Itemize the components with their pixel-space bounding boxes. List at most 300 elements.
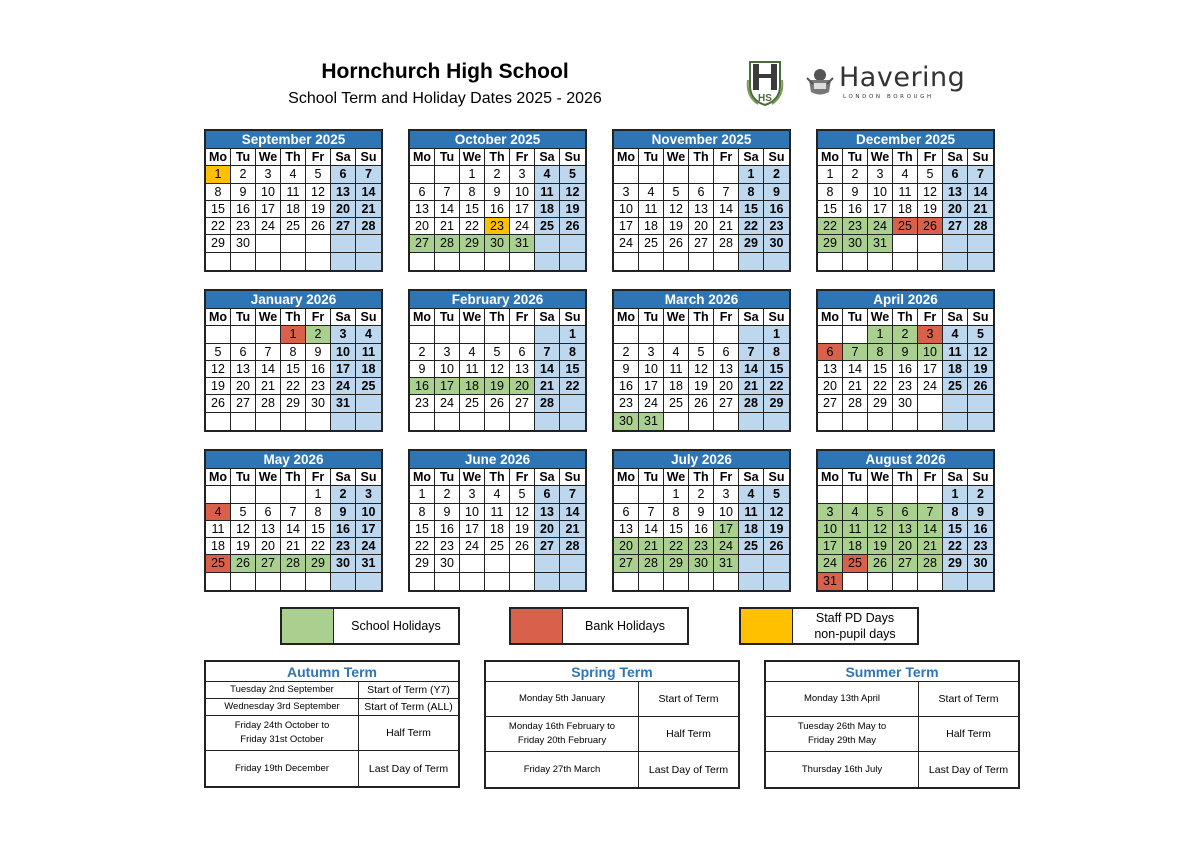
day-cell: 1: [460, 166, 485, 183]
day-cell: 15: [818, 201, 843, 218]
day-cell: 29: [206, 235, 231, 252]
day-cell: 6: [689, 184, 714, 201]
day-cell: 12: [968, 344, 993, 361]
weekday-header: Tu: [231, 149, 256, 166]
day-cell: 11: [739, 504, 764, 521]
day-cell: 1: [664, 486, 689, 503]
empty-day-cell: [918, 235, 943, 252]
day-cell: 10: [714, 504, 739, 521]
empty-day-cell: [206, 573, 231, 590]
day-cell: 29: [306, 555, 331, 572]
day-cell: 25: [206, 555, 231, 572]
day-cell: 4: [739, 486, 764, 503]
day-cell: 23: [435, 538, 460, 555]
empty-day-cell: [893, 486, 918, 503]
council-crest-icon: [805, 66, 835, 98]
empty-day-cell: [256, 253, 281, 270]
day-cell: 6: [535, 486, 560, 503]
empty-day-cell: [281, 235, 306, 252]
empty-day-cell: [843, 486, 868, 503]
term-date: Friday 19th December: [206, 751, 359, 786]
month-title: March 2026: [614, 291, 789, 309]
day-cell: 25: [843, 555, 868, 572]
day-cell: 28: [435, 235, 460, 252]
day-cell: 8: [739, 184, 764, 201]
day-cell: 3: [435, 344, 460, 361]
day-cell: 15: [943, 521, 968, 538]
weekday-header: Su: [764, 149, 789, 166]
day-cell: 14: [281, 521, 306, 538]
day-cell: 23: [614, 395, 639, 412]
empty-day-cell: [460, 253, 485, 270]
day-cell: 13: [714, 361, 739, 378]
weekday-header: Mo: [410, 149, 435, 166]
weekday-header: Sa: [535, 309, 560, 326]
day-cell: 2: [231, 166, 256, 183]
term-date: Monday 5th January: [486, 682, 639, 716]
day-cell: 13: [256, 521, 281, 538]
empty-day-cell: [281, 253, 306, 270]
empty-day-cell: [510, 253, 535, 270]
empty-day-cell: [943, 253, 968, 270]
day-cell: 19: [968, 361, 993, 378]
empty-day-cell: [818, 413, 843, 430]
empty-day-cell: [664, 573, 689, 590]
day-cell: 12: [306, 184, 331, 201]
day-cell: 11: [943, 344, 968, 361]
weekday-header: We: [460, 309, 485, 326]
day-cell: 24: [510, 218, 535, 235]
weekday-header: Su: [764, 309, 789, 326]
day-cell: 14: [535, 361, 560, 378]
empty-day-cell: [714, 166, 739, 183]
empty-day-cell: [764, 413, 789, 430]
term-event: Half Term: [666, 728, 711, 740]
empty-day-cell: [943, 395, 968, 412]
day-cell: 5: [689, 344, 714, 361]
weekday-header: Fr: [510, 309, 535, 326]
empty-day-cell: [356, 395, 381, 412]
day-cell: 23: [410, 395, 435, 412]
day-cell: 10: [331, 344, 356, 361]
day-cell: 20: [714, 378, 739, 395]
page-subtitle: School Term and Holiday Dates 2025 - 2026: [288, 90, 602, 107]
day-cell: 22: [306, 538, 331, 555]
term-date: Tuesday 2nd September: [206, 682, 359, 698]
empty-day-cell: [968, 253, 993, 270]
day-cell: 16: [968, 521, 993, 538]
month-calendar: [408, 129, 587, 272]
month-title: November 2025: [614, 131, 789, 149]
day-cell: 17: [868, 201, 893, 218]
weekday-header: Sa: [943, 469, 968, 486]
day-cell: 15: [868, 361, 893, 378]
day-cell: 23: [764, 218, 789, 235]
term-row: [766, 682, 1018, 717]
day-cell: 31: [868, 235, 893, 252]
day-cell: 25: [893, 218, 918, 235]
empty-day-cell: [410, 326, 435, 343]
day-cell: 2: [893, 326, 918, 343]
day-cell: 29: [818, 235, 843, 252]
day-cell: 20: [535, 521, 560, 538]
empty-day-cell: [968, 395, 993, 412]
day-cell: 30: [485, 235, 510, 252]
day-cell: 17: [818, 538, 843, 555]
day-cell: 12: [868, 521, 893, 538]
weekday-header: We: [868, 149, 893, 166]
day-cell: 25: [639, 235, 664, 252]
empty-day-cell: [943, 573, 968, 590]
legend-label: Bank Holidays: [585, 619, 665, 633]
day-cell: 13: [331, 184, 356, 201]
month-calendar: [204, 129, 383, 272]
day-cell: 1: [764, 326, 789, 343]
day-cell: 2: [331, 486, 356, 503]
empty-day-cell: [639, 573, 664, 590]
month-calendar: [816, 289, 995, 432]
legend-label: School Holidays: [351, 619, 441, 633]
empty-day-cell: [535, 253, 560, 270]
day-cell: 15: [206, 201, 231, 218]
day-cell: 17: [918, 361, 943, 378]
day-cell: 30: [306, 395, 331, 412]
day-cell: 23: [331, 538, 356, 555]
day-cell: 30: [614, 413, 639, 430]
day-cell: 27: [943, 218, 968, 235]
empty-day-cell: [560, 235, 585, 252]
weekday-header: Tu: [231, 469, 256, 486]
weekday-header: Sa: [535, 149, 560, 166]
weekday-header: We: [664, 469, 689, 486]
day-cell: 21: [739, 378, 764, 395]
weekday-header: Sa: [331, 309, 356, 326]
day-cell: 28: [843, 395, 868, 412]
day-cell: 22: [943, 538, 968, 555]
day-cell: 19: [868, 538, 893, 555]
weekday-header: Mo: [410, 469, 435, 486]
day-cell: 1: [410, 486, 435, 503]
day-cell: 25: [460, 395, 485, 412]
day-cell: 25: [356, 378, 381, 395]
empty-day-cell: [306, 253, 331, 270]
day-cell: 12: [206, 361, 231, 378]
day-cell: 21: [535, 378, 560, 395]
day-cell: 17: [356, 521, 381, 538]
month-title: January 2026: [206, 291, 381, 309]
day-cell: 29: [281, 395, 306, 412]
day-cell: 16: [306, 361, 331, 378]
day-cell: 20: [231, 378, 256, 395]
day-cell: 8: [943, 504, 968, 521]
day-cell: 15: [460, 201, 485, 218]
term-table: [484, 660, 740, 789]
day-cell: 27: [714, 395, 739, 412]
day-cell: 3: [868, 166, 893, 183]
day-cell: 2: [410, 344, 435, 361]
term-row: [206, 716, 458, 751]
empty-day-cell: [331, 573, 356, 590]
term-event: Last Day of Term: [368, 762, 449, 775]
day-cell: 22: [664, 538, 689, 555]
day-cell: 30: [764, 235, 789, 252]
day-cell: 20: [410, 218, 435, 235]
day-cell: 28: [256, 395, 281, 412]
empty-day-cell: [818, 486, 843, 503]
day-cell: 19: [231, 538, 256, 555]
day-cell: 6: [256, 504, 281, 521]
empty-day-cell: [614, 573, 639, 590]
empty-day-cell: [460, 555, 485, 572]
day-cell: 10: [256, 184, 281, 201]
day-cell: 30: [331, 555, 356, 572]
weekday-header: Fr: [510, 149, 535, 166]
day-cell: 10: [356, 504, 381, 521]
empty-day-cell: [918, 413, 943, 430]
empty-day-cell: [739, 326, 764, 343]
day-cell: 17: [256, 201, 281, 218]
day-cell: 11: [485, 504, 510, 521]
weekday-header: We: [460, 469, 485, 486]
day-cell: 17: [714, 521, 739, 538]
weekday-header: Th: [893, 469, 918, 486]
day-cell: 14: [714, 201, 739, 218]
day-cell: 3: [918, 326, 943, 343]
term-date: Friday 24th October to Friday 31st October: [206, 716, 359, 750]
day-cell: 20: [689, 218, 714, 235]
term-row: [206, 751, 458, 786]
weekday-header: Mo: [818, 149, 843, 166]
day-cell: 12: [764, 504, 789, 521]
weekday-header: Sa: [739, 149, 764, 166]
weekday-header: Tu: [435, 469, 460, 486]
empty-day-cell: [560, 253, 585, 270]
weekday-header: Sa: [943, 149, 968, 166]
day-cell: 13: [614, 521, 639, 538]
day-cell: 2: [843, 166, 868, 183]
day-cell: 29: [664, 555, 689, 572]
day-cell: 7: [356, 166, 381, 183]
empty-day-cell: [868, 486, 893, 503]
empty-day-cell: [843, 326, 868, 343]
term-event: Last Day of Term: [928, 763, 1009, 776]
day-cell: 12: [664, 201, 689, 218]
empty-day-cell: [231, 413, 256, 430]
month-title: August 2026: [818, 451, 993, 469]
day-cell: 26: [510, 538, 535, 555]
empty-day-cell: [410, 166, 435, 183]
weekday-header: Fr: [918, 309, 943, 326]
day-cell: 4: [460, 344, 485, 361]
day-cell: 17: [435, 378, 460, 395]
day-cell: 9: [689, 504, 714, 521]
day-cell: 21: [256, 378, 281, 395]
weekday-header: We: [256, 309, 281, 326]
month-grid: [410, 469, 585, 590]
day-cell: 16: [410, 378, 435, 395]
day-cell: 23: [893, 378, 918, 395]
term-date: Monday 16th February to Friday 20th February: [486, 717, 639, 751]
day-cell: 25: [485, 538, 510, 555]
weekday-header: We: [460, 149, 485, 166]
day-cell: 5: [868, 504, 893, 521]
day-cell: 19: [510, 521, 535, 538]
empty-day-cell: [460, 413, 485, 430]
day-cell: 11: [206, 521, 231, 538]
weekday-header: Tu: [843, 149, 868, 166]
empty-day-cell: [614, 166, 639, 183]
day-cell: 5: [560, 166, 585, 183]
day-cell: 18: [893, 201, 918, 218]
day-cell: 10: [510, 184, 535, 201]
month-title: February 2026: [410, 291, 585, 309]
weekday-header: Tu: [843, 469, 868, 486]
day-cell: 14: [639, 521, 664, 538]
day-cell: 26: [918, 218, 943, 235]
day-cell: 7: [843, 344, 868, 361]
day-cell: 5: [918, 166, 943, 183]
weekday-header: Su: [968, 469, 993, 486]
day-cell: 15: [664, 521, 689, 538]
day-cell: 3: [714, 486, 739, 503]
day-cell: 18: [460, 378, 485, 395]
day-cell: 18: [206, 538, 231, 555]
weekday-header: Tu: [639, 309, 664, 326]
empty-day-cell: [306, 413, 331, 430]
day-cell: 31: [331, 395, 356, 412]
empty-day-cell: [714, 573, 739, 590]
term-row: [486, 752, 738, 787]
weekday-header: Th: [281, 149, 306, 166]
weekday-header: Th: [485, 149, 510, 166]
weekday-header: Tu: [231, 309, 256, 326]
day-cell: 10: [435, 361, 460, 378]
day-cell: 15: [281, 361, 306, 378]
month-title: April 2026: [818, 291, 993, 309]
empty-day-cell: [739, 413, 764, 430]
weekday-header: We: [664, 149, 689, 166]
day-cell: 7: [435, 184, 460, 201]
empty-day-cell: [206, 486, 231, 503]
empty-day-cell: [868, 413, 893, 430]
month-title: June 2026: [410, 451, 585, 469]
day-cell: 18: [739, 521, 764, 538]
day-cell: 9: [614, 361, 639, 378]
day-cell: 18: [843, 538, 868, 555]
day-cell: 21: [281, 538, 306, 555]
day-cell: 11: [356, 344, 381, 361]
day-cell: 23: [689, 538, 714, 555]
day-cell: 24: [918, 378, 943, 395]
weekday-header: Fr: [714, 469, 739, 486]
month-grid: [206, 149, 381, 270]
weekday-header: Su: [560, 469, 585, 486]
day-cell: 21: [356, 201, 381, 218]
day-cell: 9: [764, 184, 789, 201]
day-cell: 21: [968, 201, 993, 218]
day-cell: 7: [739, 344, 764, 361]
month-grid: [614, 469, 789, 590]
weekday-header: Mo: [206, 469, 231, 486]
empty-day-cell: [206, 326, 231, 343]
day-cell: 26: [560, 218, 585, 235]
day-cell: 24: [356, 538, 381, 555]
day-cell: 11: [893, 184, 918, 201]
empty-day-cell: [868, 253, 893, 270]
term-date: Thursday 16th July: [766, 752, 919, 787]
day-cell: 26: [206, 395, 231, 412]
day-cell: 22: [818, 218, 843, 235]
day-cell: 15: [560, 361, 585, 378]
day-cell: 12: [231, 521, 256, 538]
month-grid: [206, 309, 381, 430]
day-cell: 7: [535, 344, 560, 361]
empty-day-cell: [256, 573, 281, 590]
day-cell: 1: [739, 166, 764, 183]
empty-day-cell: [893, 573, 918, 590]
term-table: [204, 660, 460, 788]
day-cell: 18: [664, 378, 689, 395]
day-cell: 3: [818, 504, 843, 521]
day-cell: 29: [460, 235, 485, 252]
day-cell: 17: [331, 361, 356, 378]
day-cell: 3: [256, 166, 281, 183]
term-event: Start of Term: [658, 693, 719, 705]
day-cell: 9: [410, 361, 435, 378]
empty-day-cell: [560, 413, 585, 430]
day-cell: 24: [818, 555, 843, 572]
day-cell: 12: [689, 361, 714, 378]
term-date: Wednesday 3rd September: [206, 699, 359, 715]
page-title: Hornchurch High School: [321, 60, 569, 83]
day-cell: 28: [739, 395, 764, 412]
day-cell: 27: [535, 538, 560, 555]
day-cell: 8: [460, 184, 485, 201]
empty-day-cell: [614, 326, 639, 343]
day-cell: 16: [331, 521, 356, 538]
weekday-header: Th: [893, 309, 918, 326]
empty-day-cell: [689, 413, 714, 430]
day-cell: 17: [510, 201, 535, 218]
term-row: [206, 682, 458, 699]
day-cell: 9: [485, 184, 510, 201]
month-grid: [818, 469, 993, 590]
day-cell: 31: [639, 413, 664, 430]
day-cell: 3: [331, 326, 356, 343]
term-date: Friday 27th March: [486, 752, 639, 787]
day-cell: 22: [281, 378, 306, 395]
day-cell: 1: [560, 326, 585, 343]
day-cell: 11: [281, 184, 306, 201]
day-cell: 5: [485, 344, 510, 361]
empty-day-cell: [968, 573, 993, 590]
day-cell: 6: [893, 504, 918, 521]
empty-day-cell: [331, 253, 356, 270]
empty-day-cell: [918, 486, 943, 503]
day-cell: 8: [818, 184, 843, 201]
empty-day-cell: [510, 573, 535, 590]
term-event: Start of Term (ALL): [364, 701, 453, 713]
month-grid: [410, 309, 585, 430]
day-cell: 4: [843, 504, 868, 521]
empty-day-cell: [331, 413, 356, 430]
day-cell: 4: [893, 166, 918, 183]
day-cell: 5: [306, 166, 331, 183]
weekday-header: Tu: [435, 309, 460, 326]
day-cell: 6: [943, 166, 968, 183]
weekday-header: Th: [689, 309, 714, 326]
weekday-header: Su: [560, 149, 585, 166]
